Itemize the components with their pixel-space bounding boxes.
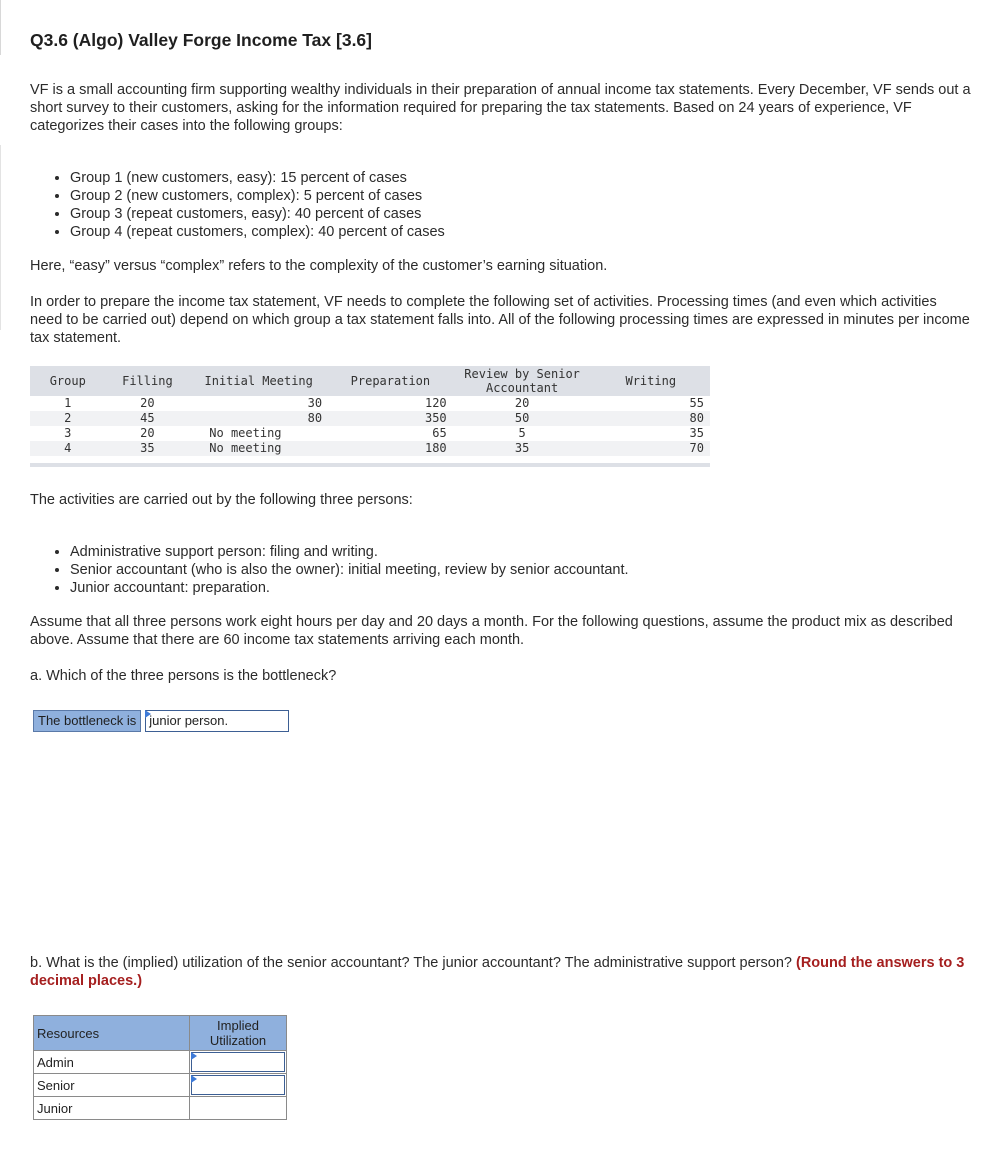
bottleneck-selected-value: junior person. — [149, 713, 229, 728]
table-row — [30, 441, 710, 456]
list-item: • Group 2 (new customers, complex): 5 percent of cases — [70, 187, 445, 205]
table-cell: 5 — [518, 426, 526, 440]
senior-utilization-input[interactable] — [190, 1074, 287, 1097]
junior-utilization-input[interactable] — [190, 1097, 287, 1120]
column-header: Filling — [122, 374, 173, 388]
table-cell: 35 — [689, 426, 704, 440]
list-item: • Group 4 (repeat customers, complex): 40 percent of cases — [70, 223, 445, 241]
table-cell: 20 — [514, 396, 530, 410]
table-row — [30, 396, 710, 411]
table-row — [34, 1051, 287, 1074]
table-cell: No meeting — [209, 426, 282, 440]
list-item: • Group 1 (new customers, easy): 15 percent of cases — [70, 169, 445, 187]
list-item: • Senior accountant (who is also the owner): initial meeting, review by senior accountant. — [70, 561, 629, 579]
implied-utilization-header: Implied Utilization — [190, 1016, 287, 1051]
table-cell: 65 — [432, 426, 447, 440]
rounding-instruction: (Round the answers to 3 decimal places.) — [30, 955, 965, 989]
resource-junior: Junior — [34, 1097, 190, 1120]
question-a: a. Which of the three persons is the bottleneck? — [30, 668, 337, 684]
left-border — [0, 145, 1, 330]
left-border — [0, 0, 1, 55]
question-b — [30, 954, 972, 990]
intro-paragraph: VF is a small accounting firm supporting wealthy individuals in their preparation of annual income tax statements. Every December, VF sends out a short survey to their customers, asking for the information required for preparing the tax statements. Based on 24 years of experience, VF categorizes their cases into the following groups: — [30, 82, 971, 134]
column-header: Initial Meeting — [204, 374, 313, 388]
answer-a-row — [33, 710, 289, 732]
table-cell: 80 — [189, 411, 328, 426]
table-cell: 35 — [453, 441, 592, 456]
table-cell: 350 — [328, 411, 453, 426]
table-cell: 2 — [30, 411, 106, 426]
table-cell: 45 — [106, 411, 190, 426]
table-cell: 120 — [424, 396, 447, 410]
column-header: Review by Senior Accountant — [464, 367, 580, 395]
table-cell: No meeting — [189, 441, 328, 456]
table-cell: 180 — [328, 441, 453, 456]
processing-times-table — [30, 366, 710, 456]
utilization-table — [33, 1015, 287, 1120]
input-marker-icon — [191, 1052, 197, 1060]
table-row — [34, 1097, 287, 1120]
admin-utilization-input[interactable] — [190, 1051, 287, 1074]
table-cell: 35 — [106, 441, 190, 456]
table-cell: 1 — [64, 396, 72, 410]
table-header-row — [30, 366, 710, 396]
persons-intro: The activities are carried out by the following three persons: — [30, 492, 413, 508]
table-cell: 70 — [592, 441, 710, 456]
table-row — [34, 1074, 287, 1097]
table-row — [30, 426, 710, 441]
column-header: Writing — [625, 374, 677, 388]
list-item: • Group 3 (repeat customers, easy): 40 percent of cases — [70, 205, 445, 223]
assumptions-paragraph: Assume that all three persons work eight hours per day and 20 days a month. For the following questions, assume the product mix as described above. Assume that there are 60 income tax statements arriving each month. — [30, 614, 953, 648]
table-cell: 30 — [307, 396, 323, 410]
table-cell: 3 — [64, 426, 72, 440]
table-cell: 80 — [592, 411, 710, 426]
answer-a-label: The bottleneck is — [33, 710, 141, 732]
table-cell: 50 — [453, 411, 592, 426]
table-cell: 20 — [140, 396, 155, 410]
resource-admin: Admin — [34, 1051, 190, 1074]
question-title: Q3.6 (Algo) Valley Forge Income Tax [3.6] — [30, 30, 372, 50]
list-item: • Junior accountant: preparation. — [70, 579, 629, 597]
question-b-text: b. What is the (implied) utilization of the senior accountant? The junior accountant? The administrative support person? — [30, 955, 792, 971]
table-bottom-rule — [30, 463, 710, 467]
column-header: Group — [49, 374, 86, 388]
table-row — [30, 411, 710, 426]
table-cell: 20 — [140, 426, 155, 440]
resources-header: Resources — [34, 1016, 190, 1051]
column-header: Preparation — [350, 374, 431, 388]
persons-list — [30, 543, 629, 597]
bottleneck-dropdown[interactable] — [145, 710, 289, 732]
table-cell: 55 — [689, 396, 704, 410]
list-item: • Administrative support person: filing and writing. — [70, 543, 629, 561]
groups-list — [30, 169, 445, 241]
dropdown-marker-icon — [145, 710, 151, 718]
activities-intro: In order to prepare the income tax statement, VF needs to complete the following set of activities. Processing times (and even which activities need to be carried out) depend on which group a tax statement falls into. All of the following processing times are expressed in minutes per income tax statement. — [30, 294, 970, 346]
input-marker-icon — [191, 1075, 197, 1083]
easy-note: Here, “easy” versus “complex” refers to the complexity of the customer’s earning situation. — [30, 258, 608, 274]
table-cell: 4 — [30, 441, 106, 456]
resource-senior: Senior — [34, 1074, 190, 1097]
